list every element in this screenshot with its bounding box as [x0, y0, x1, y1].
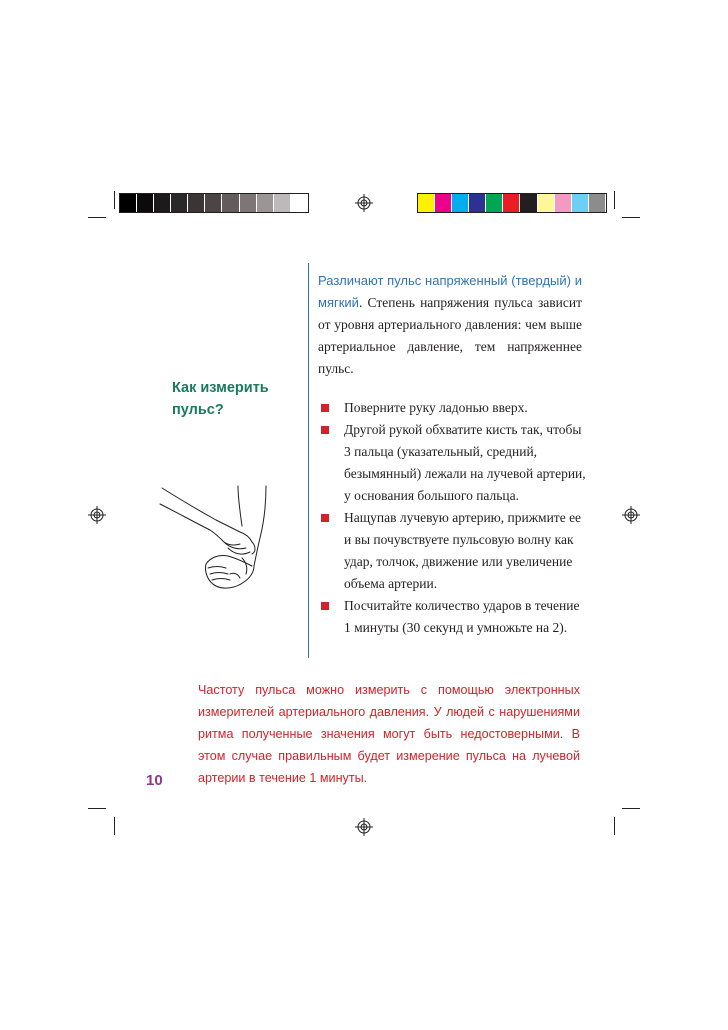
color-swatch — [418, 194, 435, 212]
square-bullet-icon — [321, 602, 329, 610]
color-swatch — [435, 194, 452, 212]
section-heading: Как измерить пульс? — [172, 380, 269, 418]
registration-mark-icon — [355, 818, 373, 836]
crop-mark — [114, 817, 115, 835]
intro-highlight: Различают пульс напряженный (твердый) и мягкий — [318, 273, 582, 310]
note-paragraph: Частоту пульса можно измерить с помощью электронных измерителей артериального давления. У людей с нарушениями ритма полученные значения могут быть недостоверными. В этом случае правильным будет измерение пульса на лучевой артерии в течение 1 минуты. — [198, 683, 580, 785]
color-swatch — [572, 194, 589, 212]
color-swatch — [240, 194, 257, 212]
color-swatch — [291, 194, 308, 212]
hand-pulse-illustration — [158, 482, 274, 600]
color-swatch — [137, 194, 154, 212]
page-number: 10 — [146, 772, 163, 789]
column-divider — [308, 263, 309, 658]
crop-mark — [614, 817, 615, 835]
crop-mark — [114, 191, 115, 209]
crop-mark — [614, 191, 615, 209]
color-swatch — [503, 194, 520, 212]
color-swatch — [469, 194, 486, 212]
color-swatch — [452, 194, 469, 212]
registration-mark-icon — [622, 506, 640, 524]
color-swatch — [257, 194, 274, 212]
crop-mark — [622, 217, 640, 218]
crop-mark — [622, 808, 640, 809]
color-swatch — [486, 194, 503, 212]
crop-mark — [88, 217, 106, 218]
crop-mark — [88, 808, 106, 809]
color-swatch — [188, 194, 205, 212]
color-swatch — [154, 194, 171, 212]
intro-text: . Степень напряжения пульса зависит от уровня артериального давления: чем выше артериальное давление, тем напряженнее пульс. — [318, 295, 582, 376]
cmyk-color-bar — [417, 193, 607, 213]
square-bullet-icon — [321, 426, 329, 434]
steps-list — [318, 397, 588, 639]
registration-mark-icon — [355, 194, 373, 212]
color-swatch — [171, 194, 188, 212]
color-swatch — [538, 194, 555, 212]
list-item: Посчитайте количество ударов в течение 1 минуты (30 секунд и умножьте на 2). — [318, 595, 588, 639]
square-bullet-icon — [321, 514, 329, 522]
color-swatch — [555, 194, 572, 212]
list-item: Другой рукой обхватите кисть так, чтобы 3 пальца (указательный, средний, безымянный) лежали на лучевой артерии, у основания большого пальца. — [318, 419, 588, 507]
list-item: Нащупав лучевую артерию, прижмите ее и вы почувствуете пульсовую волну как удар, толчок, движение или увеличение объема артерии. — [318, 507, 588, 595]
color-swatch — [205, 194, 222, 212]
list-item: Поверните руку ладонью вверх. — [318, 397, 588, 419]
registration-mark-icon — [88, 506, 106, 524]
color-swatch — [274, 194, 291, 212]
color-swatch — [222, 194, 239, 212]
color-swatch — [520, 194, 537, 212]
intro-paragraph — [318, 270, 582, 380]
square-bullet-icon — [321, 404, 329, 412]
color-swatch — [120, 194, 137, 212]
color-swatch — [589, 194, 606, 212]
grayscale-color-bar — [119, 193, 309, 213]
